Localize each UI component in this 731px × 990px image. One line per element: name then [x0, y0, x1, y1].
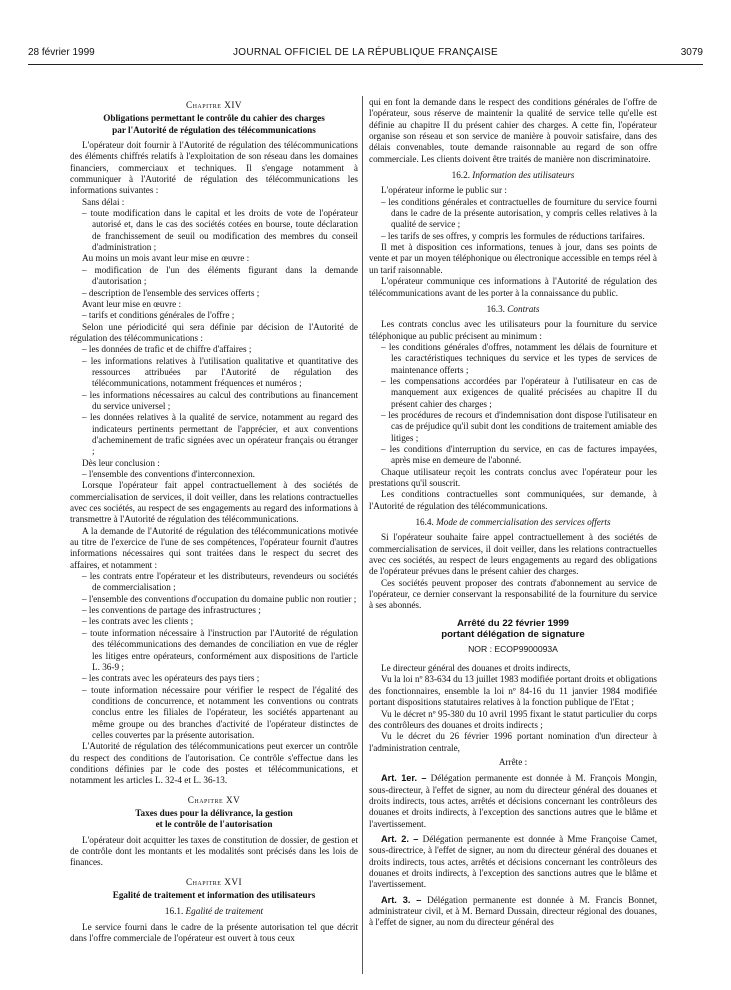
chapter-heading: Chapitre XV [187, 794, 241, 805]
paragraph: Ces sociétés peuvent proposer des contrats d'abonnement au service de l'opérateur, ce dernier conservant la responsabilité de la fourniture du service à ses abonnés. [369, 577, 657, 611]
article: Art. 3. – Délégation permanente est donnée à M. Francis Bonnet, administrateur civil, et à M. Bernard Dussain, directeur régional des douanes, à l'effet de signer, au nom du directeur général des [369, 894, 657, 928]
list-item: – les conventions de partage des infrastructures ; [82, 605, 261, 616]
chapter-title: Egalité de traitement et information des utilisateurs [112, 890, 316, 901]
section-heading: 16.2. Information des utilisateurs [451, 170, 575, 181]
paragraph: qui en font la demande dans le respect des conditions générales de l'offre de l'opérateur, sous réserve de maintenir la qualité de service telle qu'elle est définie au chapitre II du présent cahier des charges. A cette fin, l'opérateur organise son réseau et son service de manière à pouvoir satisfaire, dans des délais convenables, toute demande raisonnable au regard de son offre commerciale. Les clients doivent être traités de manière non discriminatoire. [369, 97, 657, 164]
paragraph: Chaque utilisateur reçoit les contrats conclus avec l'opérateur pour les prestations qu'il souscrit. [369, 466, 657, 488]
paragraph: Lorsque l'opérateur fait appel contractuellement à des sociétés de commercialisation de services, il doit veiller, dans les relations contractuelles avec ces sociétés, au respect de ses engagements au regard des informations à transmettre à l'Autorité de régulation des télécommunications. [70, 480, 358, 525]
paragraph: Avant leur mise en œuvre : [82, 298, 182, 309]
article: Art. 1er. – Délégation permanente est donnée à M. François Mongin, sous-directeur, à l'effet de signer, au nom du directeur général des douanes et droits indirects, tous actes, arrêtés et décisions concernant les contrôleurs des douanes et droits indirects, à l'exception des sanctions autres que le blâme et l'avertissement. [369, 773, 657, 829]
list-item: – les conditions d'interruption du service, en cas de factures impayées, après mise en demeure de l'abonné. [381, 443, 657, 466]
paragraph: L'opérateur communique ces informations à l'Autorité de régulation des télécommunications avant de les porter à la connaissance du public. [369, 276, 657, 298]
list-item: – tarifs et conditions générales de l'offre ; [82, 310, 235, 321]
section-heading: 16.4. Mode de commercialisation des services offerts [415, 517, 611, 528]
list-item: – les tarifs de ses offres, y compris les formules de réductions tarifaires. [381, 230, 645, 241]
paragraph: Les contrats conclus avec les utilisateurs pour la fourniture du service téléphonique au public précisent au minimum : [369, 319, 657, 341]
chapter-title: Taxes dues pour la délivrance, la gestion et le contrôle de l'autorisation [135, 807, 293, 830]
column-divider [362, 96, 363, 974]
chapter-heading: Chapitre XIV [185, 100, 243, 110]
paragraph: Le service fourni dans le cadre de la présente autorisation tel que décrit dans l'offre commerciale de l'opérateur est ouvert à tous ceux [70, 921, 358, 944]
list-item: – les informations relatives à l'utilisation qualitative et quantitative des ressources attribuées par l'Autorité de régulation des télécommunications, notamment fréquences et numéros ; [82, 355, 358, 389]
paragraph: Vu la loi nº 83-634 du 13 juillet 1983 modifiée portant droits et obligations des fonctionnaires, ensemble la loi nº 84-16 du 11 janvier 1984 modifiée portant dispositions statutaires relatives à la fonction publique de l'Etat ; [369, 674, 657, 708]
paragraph: Si l'opérateur souhaite faire appel contractuellement à des sociétés de commercialisation de services, il doit veiller, dans les relations contractuelles avec ces sociétés, au respect de leurs engagements au regard des obligations de l'opérateur prévues dans le présent cahier des charges. [369, 532, 657, 577]
paragraph: L'opérateur informe le public sur : [381, 185, 507, 196]
paragraph: A la demande de l'Autorité de régulation des télécommunications motivée au titre de l'exercice de l'une de ses compétences, l'opérateur fournit d'autres informations nécessaires qui sont traitées dans le respect du secret des affaires, et notamment : [70, 525, 358, 570]
list-item: – les contrats avec les clients ; [82, 616, 194, 627]
paragraph: Le directeur général des douanes et droits indirects, [381, 663, 571, 674]
arrete-heading: Arrête : [498, 756, 528, 767]
list-item: – toute modification dans le capital et les droits de vote de l'opérateur autorisé et, dans le cas des sociétés cotées en bourse, toute déclaration de franchissement de seuil ou modification des membres du conseil d'administration ; [82, 208, 358, 253]
list-item: – les contrats avec les opérateurs des pays tiers ; [82, 673, 260, 684]
list-item: – les compensations accordées par l'opérateur à l'utilisateur en cas de manquement aux exigences de qualité précisées au chapitre II du présent cahier des charges ; [381, 375, 657, 409]
list-item: – les données de trafic et de chiffre d'affaires ; [82, 344, 252, 355]
nor-reference: NOR : ECOP9900093A [468, 643, 558, 654]
chapter-heading: Chapitre XVI [185, 876, 243, 887]
paragraph: Les conditions contractuelles sont communiquées, sur demande, à l'Autorité de régulation des télécommunications. [369, 489, 657, 511]
list-item: – modification de l'un des éléments figurant dans la demande d'autorisation ; [82, 264, 358, 287]
decree-title: Arrêté du 22 février 1999 portant délégation de signature [441, 617, 585, 641]
paragraph: L'opérateur doit acquitter les taxes de constitution de dossier, de gestion et de contrôle dont les montants et les modalités sont précisés dans les lois de finances. [70, 834, 358, 868]
right-column [369, 97, 657, 974]
list-item: – les informations nécessaires au calcul des contributions au financement du service universel ; [82, 389, 358, 411]
paragraph: Vu le décret nº 95-380 du 10 avril 1995 fixant le statut particulier du corps des contrôleurs des douanes et droits indirects ; [369, 708, 657, 730]
page-header [28, 46, 703, 65]
issue-date: 28 février 1999 [28, 47, 95, 58]
page-number: 3079 [680, 47, 703, 58]
left-column [70, 100, 358, 974]
list-item: – toute information nécessaire à l'instruction par l'Autorité de régulation des télécommunications des demandes de conciliation en vue de régler les litiges entre opérateurs, conformément aux dispositions de l'article L. 36-9 ; [82, 627, 358, 672]
list-item: – toute information nécessaire pour vérifier le respect de l'égalité des conditions de concurrence, et notamment les conventions ou contrats conclus entre les filiales de l'opérateur, les sociétés appartenant au même groupe ou des branches d'activité de l'opérateur distinctes de celles couvertes par la présente autorisation. [82, 684, 358, 740]
paragraph: L'Autorité de régulation des télécommunications peut exercer un contrôle du respect des conditions de l'autorisation. Ce contrôle s'effectue dans les conditions définies par le code des postes et télécommunications, et notamment les articles L. 32-4 et L. 36-13. [70, 741, 358, 786]
paragraph: Vu le décret du 26 février 1996 portant nomination d'un directeur à l'administration centrale, [369, 731, 657, 753]
section-heading: 16.3. Contrats [486, 303, 540, 314]
list-item: – les données relatives à la qualité de service, notamment au regard des indicateurs pertinents permettant de l'apprécier, et aux conventions d'acheminement de trafic signées avec un opérateur français ou étranger ; [82, 412, 358, 457]
section-heading: 16.1. Egalité de traitement [164, 906, 264, 917]
list-item: – description de l'ensemble des services offerts ; [82, 287, 260, 298]
list-item: – les procédures de recours et d'indemnisation dont dispose l'utilisateur en cas de préjudice qu'il subit dont les conditions de traitement amiable des litiges ; [381, 409, 657, 443]
list-item: – les conditions générales d'offres, notamment les délais de fourniture et les caractéristiques techniques du service et les types de services de maintenance offerts ; [381, 341, 657, 375]
paragraph: L'opérateur doit fournir à l'Autorité de régulation des télécommunications des éléments chiffrés relatifs à l'exploitation de son réseau dans les domaines financiers, commerciaux et techniques. Il s'engage notamment à communiquer à l'Autorité de régulation des télécommunications les informations suivantes : [70, 140, 358, 196]
paragraph: Au moins un mois avant leur mise en œuvre : [82, 253, 250, 264]
journal-title: JOURNAL OFFICIEL DE LA RÉPUBLIQUE FRANÇAISE [233, 47, 498, 58]
paragraph: Dès leur conclusion : [82, 457, 160, 468]
paragraph: Sans délai : [82, 196, 125, 207]
list-item: – l'ensemble des conventions d'occupation du domaine public non routier ; [82, 593, 357, 604]
paragraph: Il met à disposition ces informations, tenues à jour, dans ses points de vente et par un moyen téléphonique ou électronique accessible en temps réel à un tarif raisonnable. [369, 242, 657, 275]
list-item: – l'ensemble des conventions d'interconnexion. [82, 469, 255, 479]
list-item: – les conditions générales et contractuelles de fourniture du service fourni dans le cadre de la présente autorisation, y compris celles relatives à la qualité de service ; [381, 196, 657, 230]
article: Art. 2. – Délégation permanente est donnée à Mme Françoise Camet, sous-directrice, à l'effet de signer, au nom du directeur général des douanes et droits indirects, tous actes, arrêtés et décisions concernant les contrôleurs des douanes et droits indirects, à l'exception des sanctions autres que le blâme et l'avertissement. [369, 833, 657, 890]
chapter-title: Obligations permettant le contrôle du cahier des charges par l'Autorité de régulation des télécommunications [103, 113, 325, 135]
list-item: – les contrats entre l'opérateur et les distributeurs, revendeurs ou sociétés de commercialisation ; [82, 571, 358, 593]
paragraph: Selon une périodicité qui sera définie par décision de l'Autorité de régulation des télécommunications : [70, 321, 358, 343]
